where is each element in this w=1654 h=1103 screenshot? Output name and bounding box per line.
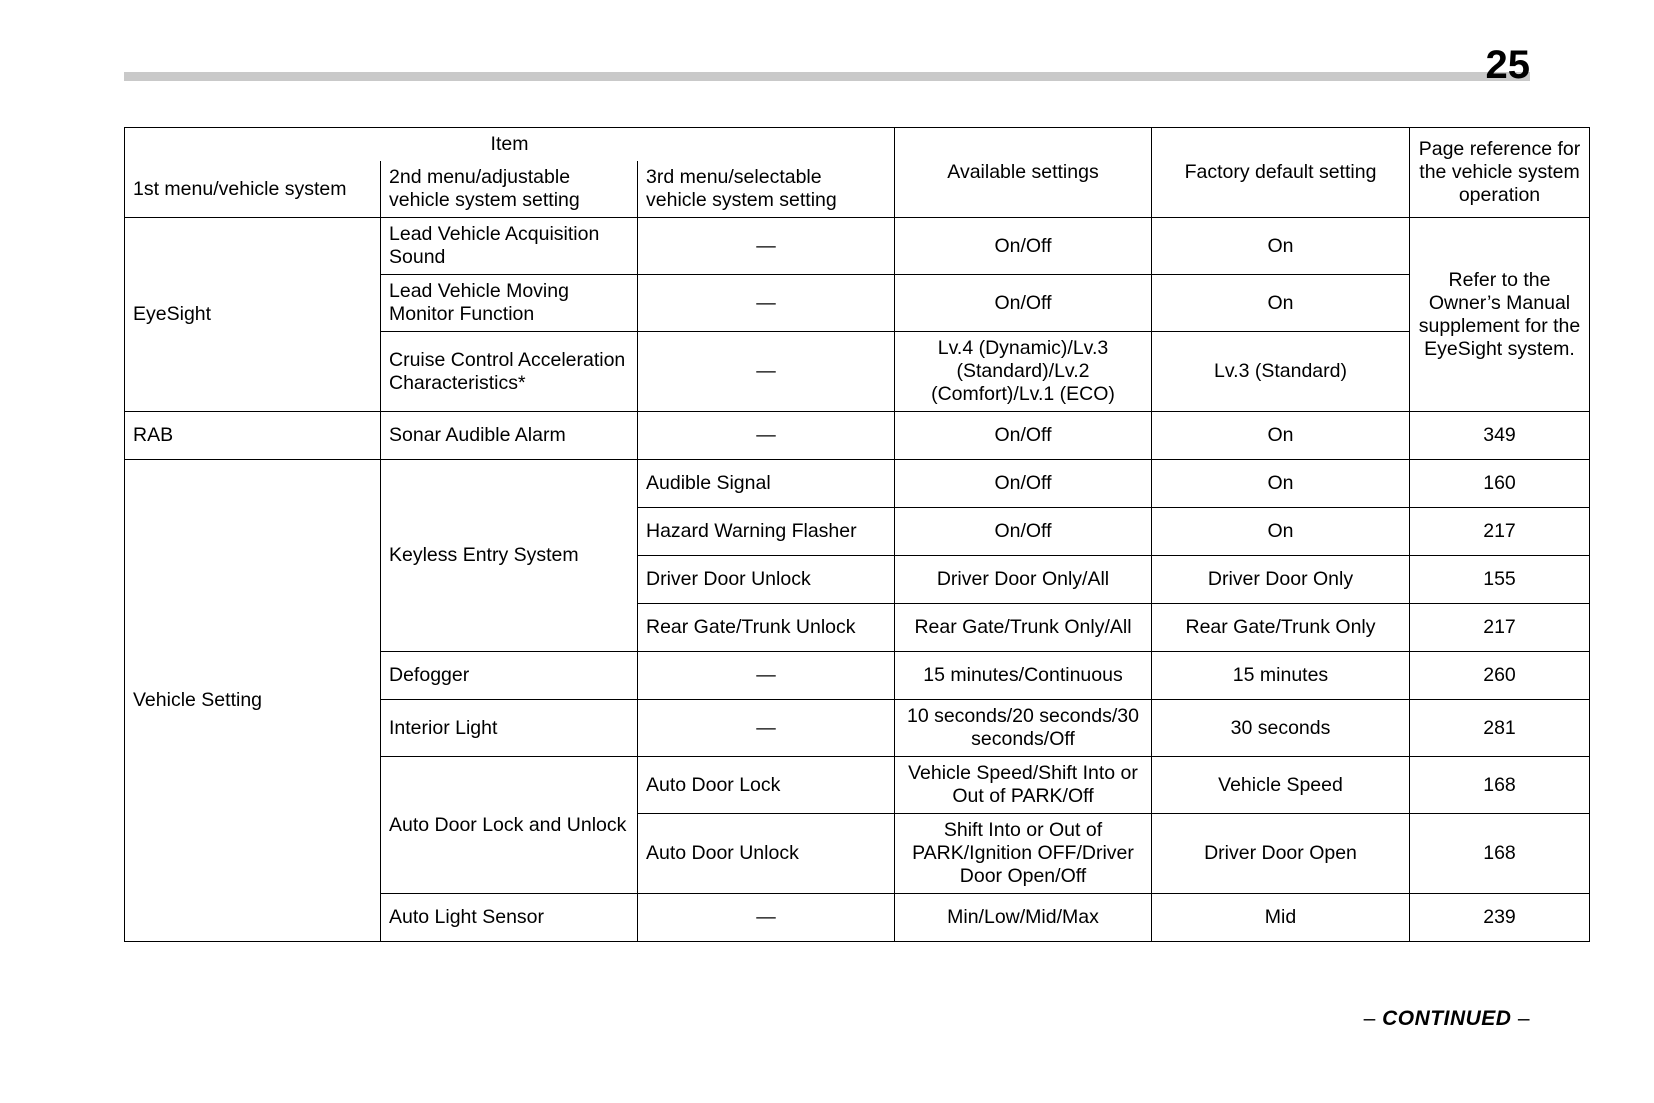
menu3-label: Auto Door Lock — [638, 757, 895, 814]
header-item-group: Item — [125, 128, 895, 162]
page-number: 25 — [1485, 43, 1530, 87]
page-reference: 349 — [1410, 412, 1590, 460]
system-eyesight: EyeSight — [125, 218, 381, 412]
factory-default: Driver Door Open — [1152, 814, 1410, 894]
available-settings: On/Off — [895, 275, 1152, 332]
factory-default: On — [1152, 460, 1410, 508]
menu2-label: Cruise Control Acceleration Characteristics* — [381, 332, 638, 412]
available-settings: Lv.4 (Dynamic)/Lv.3 (Standard)/Lv.2 (Comfort)/Lv.1 (ECO) — [895, 332, 1152, 412]
settings-table-container — [124, 127, 1581, 942]
table-header-row-top — [125, 128, 1590, 162]
factory-default: On — [1152, 218, 1410, 275]
available-settings: Shift Into or Out of PARK/Ignition OFF/Driver Door Open/Off — [895, 814, 1152, 894]
factory-default: On — [1152, 412, 1410, 460]
factory-default: On — [1152, 508, 1410, 556]
menu3-label: — — [638, 332, 895, 412]
system-vehicle-setting: Vehicle Setting — [125, 460, 381, 942]
footer-dash-left: – — [1363, 1007, 1376, 1030]
header-factory-default: Factory default setting — [1152, 128, 1410, 218]
menu3-label: — — [638, 652, 895, 700]
vehicle-settings-table — [124, 127, 1590, 942]
factory-default: Mid — [1152, 894, 1410, 942]
menu2-keyless-entry-system: Keyless Entry System — [381, 460, 638, 652]
table-row — [125, 412, 1590, 460]
available-settings: Driver Door Only/All — [895, 556, 1152, 604]
table-row — [125, 460, 1590, 508]
menu3-label: — — [638, 275, 895, 332]
available-settings: Rear Gate/Trunk Only/All — [895, 604, 1152, 652]
page-reference: 160 — [1410, 460, 1590, 508]
footer-dash-right: – — [1517, 1007, 1530, 1030]
factory-default: On — [1152, 275, 1410, 332]
menu2-label: Interior Light — [381, 700, 638, 757]
header-3rd-menu: 3rd menu/selectable vehicle system setting — [638, 161, 895, 218]
continued-footer — [1364, 1007, 1530, 1031]
menu2-label: Auto Light Sensor — [381, 894, 638, 942]
page-reference: 217 — [1410, 508, 1590, 556]
available-settings: On/Off — [895, 460, 1152, 508]
factory-default: Vehicle Speed — [1152, 757, 1410, 814]
available-settings: Min/Low/Mid/Max — [895, 894, 1152, 942]
system-rab: RAB — [125, 412, 381, 460]
factory-default: Driver Door Only — [1152, 556, 1410, 604]
page-reference: 168 — [1410, 757, 1590, 814]
available-settings: 10 seconds/20 seconds/30 seconds/Off — [895, 700, 1152, 757]
page-reference: 155 — [1410, 556, 1590, 604]
menu3-label: — — [638, 700, 895, 757]
menu3-label: — — [638, 894, 895, 942]
menu2-label: Lead Vehicle Acquisition Sound — [381, 218, 638, 275]
page-reference-eyesight: Refer to the Owner’s Manual supplement for the EyeSight system. — [1410, 218, 1590, 412]
page-reference: 217 — [1410, 604, 1590, 652]
menu2-label: Defogger — [381, 652, 638, 700]
menu2-label: Sonar Audible Alarm — [381, 412, 638, 460]
header-1st-menu: 1st menu/vehicle system — [125, 161, 381, 218]
factory-default: Lv.3 (Standard) — [1152, 332, 1410, 412]
menu3-label: Rear Gate/Trunk Unlock — [638, 604, 895, 652]
available-settings: On/Off — [895, 412, 1152, 460]
menu3-label: — — [638, 412, 895, 460]
menu2-auto-door-lock-unlock: Auto Door Lock and Unlock — [381, 757, 638, 894]
menu3-label: Hazard Warning Flasher — [638, 508, 895, 556]
table-row — [125, 218, 1590, 275]
page-reference: 239 — [1410, 894, 1590, 942]
header-2nd-menu: 2nd menu/adjustable vehicle system setting — [381, 161, 638, 218]
menu3-label: — — [638, 218, 895, 275]
factory-default: 15 minutes — [1152, 652, 1410, 700]
menu3-label: Auto Door Unlock — [638, 814, 895, 894]
page-reference: 168 — [1410, 814, 1590, 894]
available-settings: On/Off — [895, 508, 1152, 556]
page-reference: 281 — [1410, 700, 1590, 757]
factory-default: Rear Gate/Trunk Only — [1152, 604, 1410, 652]
header-page-reference: Page reference for the vehicle system operation — [1410, 128, 1590, 218]
menu3-label: Driver Door Unlock — [638, 556, 895, 604]
factory-default: 30 seconds — [1152, 700, 1410, 757]
available-settings: On/Off — [895, 218, 1152, 275]
menu2-label: Lead Vehicle Moving Monitor Function — [381, 275, 638, 332]
available-settings: 15 minutes/Continuous — [895, 652, 1152, 700]
header-available-settings: Available settings — [895, 128, 1152, 218]
page-reference: 260 — [1410, 652, 1590, 700]
menu3-label: Audible Signal — [638, 460, 895, 508]
header-rule — [124, 72, 1530, 81]
footer-label: CONTINUED — [1382, 1007, 1512, 1030]
available-settings: Vehicle Speed/Shift Into or Out of PARK/Off — [895, 757, 1152, 814]
